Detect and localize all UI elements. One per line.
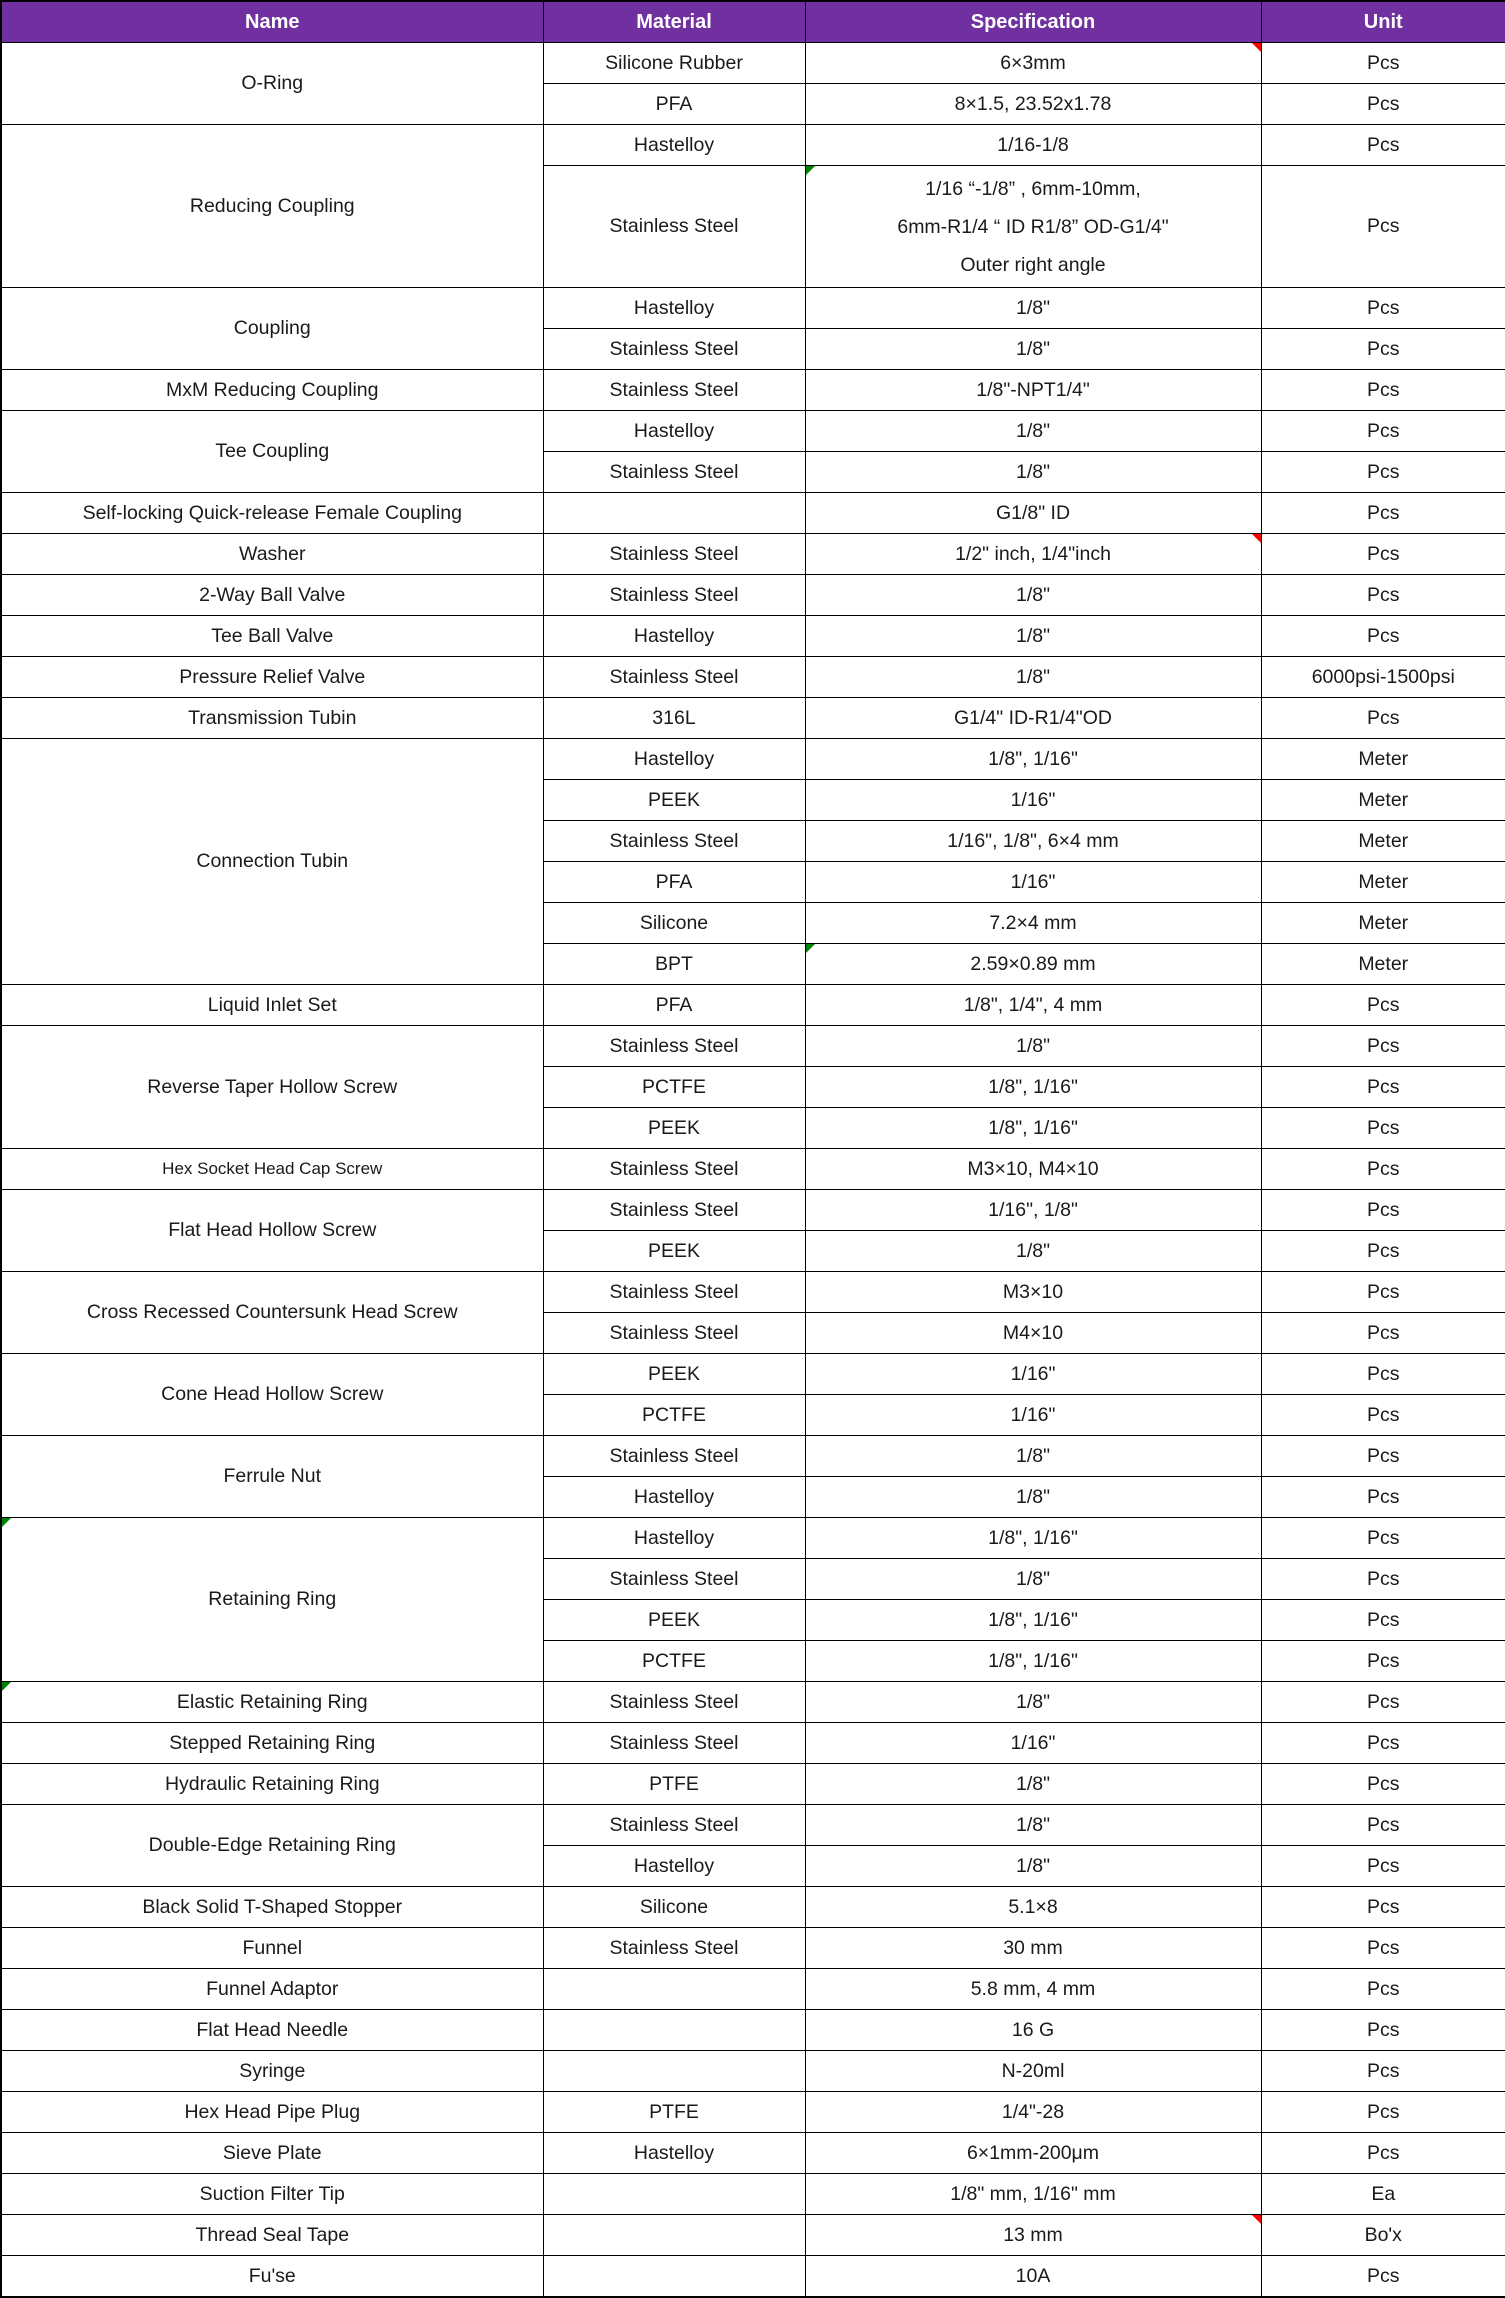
spec-cell[interactable]: 5.1×8: [805, 1887, 1261, 1928]
table-row: [1, 2010, 1505, 2051]
name-cell[interactable]: Liquid Inlet Set: [1, 985, 543, 1026]
unit-cell[interactable]: Pcs: [1261, 329, 1505, 370]
name-cell[interactable]: Suction Filter Tip: [1, 2174, 543, 2215]
spec-cell[interactable]: 1/16", 1/8": [805, 1190, 1261, 1231]
spec-cell[interactable]: 1/8", 1/16": [805, 1518, 1261, 1559]
material-cell[interactable]: Stainless Steel: [543, 821, 805, 862]
name-cell[interactable]: Hex Socket Head Cap Screw: [1, 1149, 543, 1190]
table-row: [1, 575, 1505, 616]
material-cell[interactable]: [543, 2051, 805, 2092]
unit-cell[interactable]: Meter: [1261, 780, 1505, 821]
unit-cell[interactable]: Pcs: [1261, 84, 1505, 125]
name-cell[interactable]: Stepped Retaining Ring: [1, 1723, 543, 1764]
spec-cell[interactable]: 1/16": [805, 780, 1261, 821]
material-cell[interactable]: Stainless Steel: [543, 1436, 805, 1477]
table-row: [1, 1026, 1505, 1067]
material-cell[interactable]: Stainless Steel: [543, 1723, 805, 1764]
unit-cell[interactable]: Pcs: [1261, 1436, 1505, 1477]
material-cell[interactable]: [543, 1969, 805, 2010]
spec-cell[interactable]: 7.2×4 mm: [805, 903, 1261, 944]
spec-cell[interactable]: 1/8": [805, 1682, 1261, 1723]
table-row: [1, 1190, 1505, 1231]
spec-line: 1/16 “-1/8” , 6mm-10mm,: [925, 177, 1141, 200]
spec-cell[interactable]: 1/8": [805, 452, 1261, 493]
comment-marker-red-icon: [1252, 2215, 1261, 2224]
name-cell[interactable]: Thread Seal Tape: [1, 2215, 543, 2256]
table-row: [1, 1682, 1505, 1723]
material-cell[interactable]: [543, 493, 805, 534]
unit-cell[interactable]: Pcs: [1261, 1805, 1505, 1846]
unit-cell[interactable]: Pcs: [1261, 493, 1505, 534]
name-cell[interactable]: Tee Ball Valve: [1, 616, 543, 657]
unit-cell[interactable]: Pcs: [1261, 1190, 1505, 1231]
material-cell[interactable]: Stainless Steel: [543, 1190, 805, 1231]
unit-cell[interactable]: Pcs: [1261, 1559, 1505, 1600]
table-row: [1, 1518, 1505, 1559]
unit-cell[interactable]: Pcs: [1261, 1641, 1505, 1682]
spec-cell[interactable]: 1/8", 1/16": [805, 1067, 1261, 1108]
table-body: [1, 43, 1505, 2298]
spec-cell[interactable]: 1/16": [805, 1354, 1261, 1395]
table-row: [1, 43, 1505, 84]
material-cell[interactable]: Stainless Steel: [543, 452, 805, 493]
material-cell[interactable]: Hastelloy: [543, 739, 805, 780]
comment-marker-green-icon: [2, 1682, 11, 1691]
unit-cell[interactable]: Pcs: [1261, 411, 1505, 452]
name-cell[interactable]: Flat Head Hollow Screw: [1, 1190, 543, 1272]
name-cell[interactable]: Black Solid T-Shaped Stopper: [1, 1887, 543, 1928]
table-row: [1, 2215, 1505, 2256]
table-row: [1, 1723, 1505, 1764]
table-row: [1, 411, 1505, 452]
unit-cell[interactable]: Pcs: [1261, 985, 1505, 1026]
name-cell[interactable]: Cone Head Hollow Screw: [1, 1354, 543, 1436]
material-cell[interactable]: PCTFE: [543, 1395, 805, 1436]
table-row: [1, 2256, 1505, 2298]
material-cell[interactable]: 316L: [543, 698, 805, 739]
spec-cell[interactable]: 13 mm: [805, 2215, 1261, 2256]
material-cell[interactable]: Hastelloy: [543, 411, 805, 452]
unit-cell[interactable]: Pcs: [1261, 2256, 1505, 2298]
spec-cell[interactable]: M3×10: [805, 1272, 1261, 1313]
name-cell[interactable]: MxM Reducing Coupling: [1, 370, 543, 411]
unit-cell[interactable]: Pcs: [1261, 1354, 1505, 1395]
unit-cell[interactable]: Pcs: [1261, 698, 1505, 739]
material-cell[interactable]: Silicone Rubber: [543, 43, 805, 84]
spec-line: Outer right angle: [960, 253, 1106, 276]
material-cell[interactable]: Stainless Steel: [543, 370, 805, 411]
name-cell[interactable]: Coupling: [1, 288, 543, 370]
unit-cell[interactable]: Pcs: [1261, 1272, 1505, 1313]
spec-cell[interactable]: 1/8": [805, 1026, 1261, 1067]
material-cell[interactable]: Silicone: [543, 903, 805, 944]
unit-cell[interactable]: Pcs: [1261, 1149, 1505, 1190]
material-cell[interactable]: PEEK: [543, 1231, 805, 1272]
name-cell[interactable]: Double-Edge Retaining Ring: [1, 1805, 543, 1887]
material-cell[interactable]: PEEK: [543, 780, 805, 821]
material-cell[interactable]: Stainless Steel: [543, 1805, 805, 1846]
table-row: [1, 1887, 1505, 1928]
spec-cell[interactable]: 1/8", 1/16": [805, 739, 1261, 780]
table-row: [1, 657, 1505, 698]
column-header-specification[interactable]: Specification: [805, 1, 1261, 43]
material-cell[interactable]: Stainless Steel: [543, 1026, 805, 1067]
unit-cell[interactable]: Pcs: [1261, 1026, 1505, 1067]
header-row: [1, 1, 1505, 43]
comment-marker-green-icon: [806, 166, 815, 175]
spec-cell[interactable]: M4×10: [805, 1313, 1261, 1354]
spec-cell[interactable]: 1/8": [805, 1846, 1261, 1887]
material-cell[interactable]: [543, 2010, 805, 2051]
table-row: [1, 1805, 1505, 1846]
table-row: [1, 2174, 1505, 2215]
spec-cell[interactable]: G1/4" ID-R1/4"OD: [805, 698, 1261, 739]
unit-cell[interactable]: Pcs: [1261, 288, 1505, 329]
name-cell[interactable]: Elastic Retaining Ring: [1, 1682, 543, 1723]
material-cell[interactable]: PFA: [543, 985, 805, 1026]
unit-cell[interactable]: Bo'x: [1261, 2215, 1505, 2256]
material-cell[interactable]: Hastelloy: [543, 1846, 805, 1887]
spec-cell[interactable]: 1/8": [805, 1436, 1261, 1477]
material-cell[interactable]: PCTFE: [543, 1641, 805, 1682]
spec-cell[interactable]: 1/8": [805, 575, 1261, 616]
material-cell[interactable]: Stainless Steel: [543, 657, 805, 698]
material-cell[interactable]: PFA: [543, 862, 805, 903]
name-cell[interactable]: Hex Head Pipe Plug: [1, 2092, 543, 2133]
material-cell[interactable]: PEEK: [543, 1108, 805, 1149]
spec-cell[interactable]: 1/8": [805, 1805, 1261, 1846]
column-header-material[interactable]: Material: [543, 1, 805, 43]
column-header-unit[interactable]: Unit: [1261, 1, 1505, 43]
name-cell[interactable]: 2-Way Ball Valve: [1, 575, 543, 616]
spec-cell[interactable]: 1/8" mm, 1/16" mm: [805, 2174, 1261, 2215]
unit-cell[interactable]: Meter: [1261, 821, 1505, 862]
table-row: [1, 370, 1505, 411]
unit-cell[interactable]: Pcs: [1261, 616, 1505, 657]
name-cell[interactable]: Funnel: [1, 1928, 543, 1969]
spec-cell[interactable]: 1/16-1/8: [805, 125, 1261, 166]
unit-cell[interactable]: Pcs: [1261, 370, 1505, 411]
name-cell[interactable]: Pressure Relief Valve: [1, 657, 543, 698]
spec-cell[interactable]: [805, 166, 1261, 288]
unit-cell[interactable]: Pcs: [1261, 1928, 1505, 1969]
material-cell[interactable]: Stainless Steel: [543, 575, 805, 616]
spec-cell[interactable]: 5.8 mm, 4 mm: [805, 1969, 1261, 2010]
unit-cell[interactable]: Pcs: [1261, 452, 1505, 493]
table-row: [1, 1969, 1505, 2010]
spec-cell[interactable]: 1/16": [805, 1395, 1261, 1436]
spec-cell[interactable]: 1/8": [805, 411, 1261, 452]
table-row: [1, 2051, 1505, 2092]
column-header-name[interactable]: Name: [1, 1, 543, 43]
material-cell[interactable]: Hastelloy: [543, 1477, 805, 1518]
table-row: [1, 616, 1505, 657]
name-cell[interactable]: Connection Tubin: [1, 739, 543, 985]
spec-cell[interactable]: 8×1.5, 23.52x1.78: [805, 84, 1261, 125]
name-cell[interactable]: Fu'se: [1, 2256, 543, 2298]
spec-line: 6mm-R1/4 “ ID R1/8” OD-G1/4": [897, 215, 1169, 238]
name-cell[interactable]: Hydraulic Retaining Ring: [1, 1764, 543, 1805]
spec-cell[interactable]: 1/8", 1/16": [805, 1600, 1261, 1641]
name-cell[interactable]: Washer: [1, 534, 543, 575]
unit-cell[interactable]: Pcs: [1261, 534, 1505, 575]
unit-cell[interactable]: Pcs: [1261, 1969, 1505, 2010]
spec-cell[interactable]: 1/8": [805, 288, 1261, 329]
unit-cell[interactable]: Pcs: [1261, 1887, 1505, 1928]
spec-cell[interactable]: 1/8": [805, 657, 1261, 698]
material-cell[interactable]: PTFE: [543, 2092, 805, 2133]
table-row: [1, 739, 1505, 780]
spec-cell[interactable]: 1/16": [805, 1723, 1261, 1764]
unit-cell[interactable]: Pcs: [1261, 1846, 1505, 1887]
table-row: [1, 1928, 1505, 1969]
unit-cell[interactable]: Pcs: [1261, 1682, 1505, 1723]
spec-cell[interactable]: 1/8": [805, 1231, 1261, 1272]
spec-cell[interactable]: 1/8": [805, 1559, 1261, 1600]
unit-cell[interactable]: Pcs: [1261, 1231, 1505, 1272]
spec-cell[interactable]: 1/8": [805, 616, 1261, 657]
table-row: [1, 698, 1505, 739]
spec-cell[interactable]: 1/16": [805, 862, 1261, 903]
material-cell[interactable]: Stainless Steel: [543, 1682, 805, 1723]
table-row: [1, 985, 1505, 1026]
spec-cell[interactable]: 1/8", 1/16": [805, 1108, 1261, 1149]
material-cell[interactable]: Stainless Steel: [543, 329, 805, 370]
unit-cell[interactable]: Pcs: [1261, 1518, 1505, 1559]
table-row: [1, 1764, 1505, 1805]
material-cell[interactable]: PTFE: [543, 1764, 805, 1805]
spec-cell[interactable]: G1/8" ID: [805, 493, 1261, 534]
table-row: [1, 1272, 1505, 1313]
table-row: [1, 2133, 1505, 2174]
spec-cell[interactable]: 1/16", 1/8", 6×4 mm: [805, 821, 1261, 862]
table-row: [1, 493, 1505, 534]
unit-cell[interactable]: Meter: [1261, 944, 1505, 985]
table-row: [1, 1436, 1505, 1477]
spec-cell[interactable]: 1/8", 1/4", 4 mm: [805, 985, 1261, 1026]
unit-cell[interactable]: Pcs: [1261, 43, 1505, 84]
spec-cell[interactable]: 30 mm: [805, 1928, 1261, 1969]
unit-cell[interactable]: Pcs: [1261, 1764, 1505, 1805]
table-row: [1, 2092, 1505, 2133]
material-cell[interactable]: Hastelloy: [543, 125, 805, 166]
material-cell[interactable]: [543, 2174, 805, 2215]
material-cell[interactable]: PFA: [543, 84, 805, 125]
material-cell[interactable]: Stainless Steel: [543, 166, 805, 288]
name-cell[interactable]: Retaining Ring: [1, 1518, 543, 1682]
material-cell[interactable]: Hastelloy: [543, 616, 805, 657]
unit-cell[interactable]: Pcs: [1261, 2092, 1505, 2133]
spec-cell[interactable]: 2.59×0.89 mm: [805, 944, 1261, 985]
spec-cell[interactable]: 1/8": [805, 329, 1261, 370]
unit-cell[interactable]: Pcs: [1261, 1108, 1505, 1149]
material-cell[interactable]: Stainless Steel: [543, 1559, 805, 1600]
material-cell[interactable]: PEEK: [543, 1600, 805, 1641]
table-row: [1, 288, 1505, 329]
material-cell[interactable]: Silicone: [543, 1887, 805, 1928]
table-row: [1, 125, 1505, 166]
spec-cell[interactable]: 1/8": [805, 1477, 1261, 1518]
unit-cell[interactable]: Pcs: [1261, 1067, 1505, 1108]
unit-cell[interactable]: Ea: [1261, 2174, 1505, 2215]
material-cell[interactable]: PCTFE: [543, 1067, 805, 1108]
name-cell[interactable]: Reverse Taper Hollow Screw: [1, 1026, 543, 1149]
unit-cell[interactable]: Pcs: [1261, 575, 1505, 616]
spec-cell[interactable]: 1/8": [805, 1764, 1261, 1805]
spec-cell[interactable]: 1/4"-28: [805, 2092, 1261, 2133]
spec-cell[interactable]: 6×3mm: [805, 43, 1261, 84]
comment-marker-red-icon: [1252, 534, 1261, 543]
unit-cell[interactable]: Pcs: [1261, 125, 1505, 166]
name-cell[interactable]: Cross Recessed Countersunk Head Screw: [1, 1272, 543, 1354]
unit-cell[interactable]: Pcs: [1261, 166, 1505, 288]
spec-cell[interactable]: 1/2" inch, 1/4"inch: [805, 534, 1261, 575]
name-cell[interactable]: Funnel Adaptor: [1, 1969, 543, 2010]
material-cell[interactable]: Stainless Steel: [543, 1928, 805, 1969]
spec-cell[interactable]: N-20ml: [805, 2051, 1261, 2092]
comment-marker-green-icon: [2, 1518, 11, 1527]
material-cell[interactable]: Hastelloy: [543, 288, 805, 329]
name-cell[interactable]: Reducing Coupling: [1, 125, 543, 288]
unit-cell[interactable]: Pcs: [1261, 2010, 1505, 2051]
material-cell[interactable]: Stainless Steel: [543, 1313, 805, 1354]
material-cell[interactable]: [543, 2256, 805, 2298]
name-cell[interactable]: Tee Coupling: [1, 411, 543, 493]
name-cell[interactable]: O-Ring: [1, 43, 543, 125]
spec-cell[interactable]: 1/8", 1/16": [805, 1641, 1261, 1682]
name-cell[interactable]: Flat Head Needle: [1, 2010, 543, 2051]
unit-cell[interactable]: Pcs: [1261, 1723, 1505, 1764]
spec-cell[interactable]: 16 G: [805, 2010, 1261, 2051]
spec-cell[interactable]: M3×10, M4×10: [805, 1149, 1261, 1190]
spec-cell[interactable]: 10A: [805, 2256, 1261, 2298]
material-cell[interactable]: Stainless Steel: [543, 1272, 805, 1313]
unit-cell[interactable]: Meter: [1261, 739, 1505, 780]
material-cell[interactable]: PEEK: [543, 1354, 805, 1395]
material-cell[interactable]: [543, 2215, 805, 2256]
unit-cell[interactable]: Pcs: [1261, 1600, 1505, 1641]
name-cell[interactable]: Ferrule Nut: [1, 1436, 543, 1518]
unit-cell[interactable]: Pcs: [1261, 1313, 1505, 1354]
spec-cell[interactable]: 6×1mm-200μm: [805, 2133, 1261, 2174]
comment-marker-red-icon: [1252, 43, 1261, 52]
material-cell[interactable]: BPT: [543, 944, 805, 985]
unit-cell[interactable]: Pcs: [1261, 1395, 1505, 1436]
unit-cell[interactable]: Meter: [1261, 903, 1505, 944]
name-cell[interactable]: Syringe: [1, 2051, 543, 2092]
comment-marker-green-icon: [806, 944, 815, 953]
name-cell[interactable]: Self-locking Quick-release Female Coupling: [1, 493, 543, 534]
unit-cell[interactable]: Pcs: [1261, 1477, 1505, 1518]
table-row: [1, 1354, 1505, 1395]
name-cell[interactable]: Transmission Tubin: [1, 698, 543, 739]
table-row: [1, 534, 1505, 575]
unit-cell[interactable]: Pcs: [1261, 2133, 1505, 2174]
material-cell[interactable]: Hastelloy: [543, 1518, 805, 1559]
unit-cell[interactable]: Meter: [1261, 862, 1505, 903]
name-cell[interactable]: Sieve Plate: [1, 2133, 543, 2174]
unit-cell[interactable]: Pcs: [1261, 2051, 1505, 2092]
table-row: [1, 1149, 1505, 1190]
material-cell[interactable]: Stainless Steel: [543, 534, 805, 575]
material-cell[interactable]: Hastelloy: [543, 2133, 805, 2174]
unit-cell[interactable]: 6000psi-1500psi: [1261, 657, 1505, 698]
spec-cell[interactable]: 1/8"-NPT1/4": [805, 370, 1261, 411]
material-cell[interactable]: Stainless Steel: [543, 1149, 805, 1190]
